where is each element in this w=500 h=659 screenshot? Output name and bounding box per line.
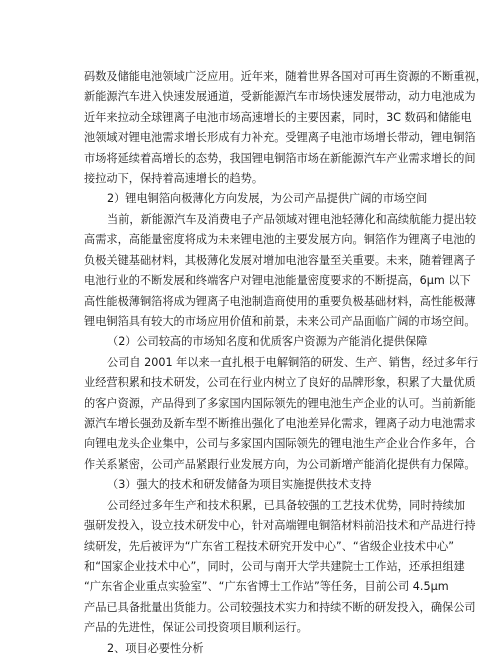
section-heading: 2）锂电铜箔向极薄化方向发展，为公司产品提供广阔的市场空间: [107, 192, 428, 205]
text-line: 和“国家企业技术中心”，同时，公司与南开大学共建院士工作站，还承担组建: [84, 560, 465, 573]
text-line: 锂电铜箔具有较大的市场应用价值和前景，未来公司产品面临广阔的市场空间。: [84, 315, 476, 328]
text-line: 池领域对锂电池需求增长形成有力补充。受锂离子电池市场增长带动，锂电铜箔: [84, 131, 476, 144]
text-line: 公司经过多年生产和技术积累，已具备较强的工艺技术优势，同时持续加: [107, 499, 466, 512]
text-line: 码数及储能电池领域广泛应用。近年来，随着世界各国对可再生资源的不断重视，: [84, 70, 487, 83]
text-line: 续研发，先后被评为“广东省工程技术研究开发中心”、“省级企业技术中心”: [84, 540, 454, 553]
text-line: 负极关键基础材料，其极薄化发展对增加电池容量至关重要。未来，随着锂离子: [84, 254, 476, 267]
text-line: 电池行业的不断发展和终端客户对锂电池能量密度要求的不断提高，6μm 以下: [84, 274, 471, 287]
text-line: 的客户资源，产品得到了多家国内国际领先的锂电池生产企业的认可。当前新能: [84, 397, 476, 410]
text-line: 公司自 2001 年以来一直扎根于电解铜箔的研发、生产、销售，经过多年行: [107, 356, 479, 369]
text-line: 强研发投入，设立技术研发中心，针对高端锂电铜箔材料前沿技术和产品进行持: [84, 519, 476, 532]
text-line: 作关系紧密，公司产品紧跟行业发展方向，为公司新增产能消化提供有力保障。: [84, 458, 476, 471]
section-heading: （2）公司较高的市场知名度和优质客户资源为产能消化提供保障: [107, 335, 428, 348]
text-line: “广东省企业重点实验室”、“广东省博士工作站”等任务，目前公司 4.5μm: [84, 580, 449, 593]
text-line: 近年来拉动全球锂离子电池市场高速增长的主要因素，同时，3C 数码和储能电: [84, 111, 472, 124]
section-heading: 2、项目必要性分析: [107, 642, 204, 655]
text-line: 当前，新能源汽车及消费电子产品领域对锂电池轻薄化和高续航能力提出较: [107, 213, 477, 226]
text-line: 向锂电龙头企业集中，公司与多家国内国际领先的锂电池生产企业合作多年，合: [84, 437, 476, 450]
text-line: 源汽车增长强劲及新车型不断推出强化了电池差异化需求，锂离子动力电池需求: [84, 417, 476, 430]
text-line: 市场将延续着高增长的态势，我国锂电铜箔市场在新能源汽车产业需求增长的间: [84, 152, 476, 165]
text-line: 接拉动下，保持着高速增长的趋势。: [84, 172, 264, 185]
text-line: 产品的先进性，保证公司投资项目顺利运行。: [84, 621, 308, 634]
text-line: 高需求，高能量密度将成为未来锂电池的主要发展方向。铜箔作为锂离子电池的: [84, 233, 476, 246]
text-line: 业经营积累和技术研发，公司在行业内树立了良好的品牌形象，积累了大量优质: [84, 376, 476, 389]
text-line: 高性能极薄铜箔将成为锂离子电池制造商使用的重要负极基础材料，高性能极薄: [84, 295, 476, 308]
text-line: 新能源汽车进入快速发展通道，受新能源汽车市场快速发展带动，动力电池成为: [84, 90, 476, 103]
text-line: 产品已具备批量出货能力。公司较强技术实力和持续不断的研发投入，确保公司: [84, 601, 476, 614]
section-heading: （3）强大的技术和研发储备为项目实施提供技术支持: [107, 478, 372, 491]
